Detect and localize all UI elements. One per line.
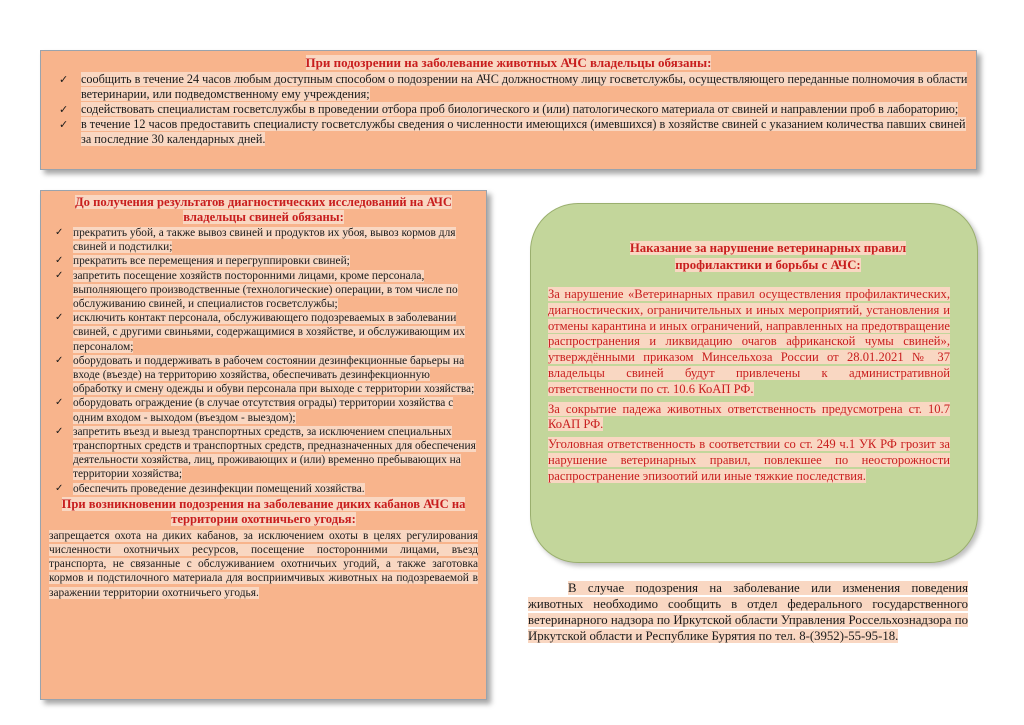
- wild-boar-title: При возникновении подозрения на заболевание диких кабанов АЧС на территории охотничьего угодья:: [61, 496, 466, 526]
- pre-diagnosis-title: До получения результатов диагностических исследований на АЧС владельцы свиней обязаны:: [74, 195, 453, 224]
- checkmark-icon: ✓: [55, 227, 64, 238]
- pre-diagnosis-duties-panel: [40, 190, 487, 700]
- penalties-title: Наказание за нарушение ветеринарных правил профилактики и борьбы с АЧС:: [629, 241, 907, 272]
- checkmark-icon: ✓: [59, 103, 69, 116]
- list-item: ✓ оборудовать и поддерживать в рабочем состоянии дезинфекционные барьеры на входе (въезде) на территорию хозяйства, обеспечивать дезинфекционную обработку и смену одежды и обуви персонала при выходе с территории хозяйства;: [55, 354, 475, 396]
- checkmark-icon: ✓: [55, 354, 64, 366]
- checkmark-icon: ✓: [59, 73, 69, 86]
- report-contact-notice: В случае подозрения на заболевание или изменения поведения животных необходимо сообщить в отдел федерального государственного ветеринарного надзора по Иркутской области Управления Россельхознадзора по Иркутской области и Республике Бурятия по тел. 8-(3952)-55-95-18.: [528, 581, 968, 643]
- checkmark-icon: ✓: [55, 255, 64, 267]
- owner-duties-list: [49, 72, 968, 147]
- list-item: ✓ в течение 12 часов предоставить специалисту госветслужбы сведения о численности имеющихся (имевшихся) в хозяйстве свиней с указанием количества павших свиней за последние 30 календарных дней.: [59, 117, 966, 146]
- hunting-restrictions-text: запрещается охота на диких кабанов, за исключением охоты в целях регулирования численности охотничьих ресурсов, посещение посторонними лицами, въезд транспорта, не связанные с обслуживанием охотничьих угодий, а также заготовка кормов и подстилочного материала для восприимчивых животных на подозреваемой в заражении территории охотничьего угодья.: [49, 529, 478, 599]
- list-item: ✓ сообщить в течение 24 часов любым доступным способом о подозрении на АЧС должностному лицу госветслужбы, осуществляющего переданные полномочия в области ветеринарии, или подведомственному ему учреждения;: [59, 72, 968, 101]
- list-item: ✓ прекратить убой, а также вывоз свиней и продуктов их убоя, вывоз кормов для свиней и подстилки;: [55, 227, 456, 254]
- penalty-admin-paragraph: За нарушение «Ветеринарных правил осуществления профилактических, диагностических, ограничительных и иных мероприятий, установления и отмены карантина и иных ограничений, направленных на предотвращение распространения и ликвидацию очагов африканской чумы свиней», утверждёнными приказом Минсельхоза России от 28.01.2021 № 37 владельцы свиней будут привлечены к административной ответственности по ст. 10.6 КоАП РФ.: [548, 287, 950, 396]
- list-item: ✓ исключить контакт персонала, обслуживающего подозреваемых в заболевании свиней, с другими свиньями, содержащимися в хозяйстве, и обслуживающим их персоналом;: [55, 312, 465, 353]
- list-item: ✓ обеспечить проведение дезинфекции помещений хозяйства.: [55, 482, 365, 495]
- list-item: ✓ прекратить все перемещения и перегруппировки свиней;: [55, 255, 350, 268]
- pre-diagnosis-list: [49, 226, 478, 496]
- list-item: ✓ запретить въезд и выезд транспортных средств, за исключением специальных транспортных средств и транспортных средств, предназначенных для обеспечения деятельности хозяйства, лиц, проживающих и (или) временно пребывающих на территории хозяйства;: [55, 425, 476, 481]
- list-item: ✓ содействовать специалистам госветслужбы в проведении отбора проб биологического и (или) патологического материала от свиней и направлении проб в лабораторию;: [59, 102, 959, 116]
- owner-duties-title: При подозрении на заболевание животных АЧС владельцы обязаны:: [305, 55, 712, 70]
- checkmark-icon: ✓: [55, 312, 64, 324]
- list-item: ✓ запретить посещение хозяйств посторонними лицами, кроме персонала, выполняющего производственные (технологические) операции, в том числе по обслуживанию свиней, и специалистов госветслужбы;: [55, 269, 458, 311]
- checkmark-icon: ✓: [59, 118, 69, 131]
- list-item: ✓ оборудовать ограждение (в случае отсутствия ограды) территории хозяйства с одним входом - выходом (въездом - выездом);: [55, 397, 454, 424]
- checkmark-icon: ✓: [55, 397, 64, 409]
- penalty-criminal-paragraph: Уголовная ответственность в соответствии со ст. 249 ч.1 УК РФ грозит за нарушение ветеринарных правил, повлекшее по неосторожности распространение эпизоотий или иные тяжкие последствия.: [548, 437, 950, 483]
- checkmark-icon: ✓: [55, 269, 64, 281]
- penalty-concealment-paragraph: За сокрытие падежа животных ответственность предусмотрена ст. 10.7 КоАП РФ.: [548, 401, 950, 432]
- checkmark-icon: ✓: [55, 425, 64, 437]
- swine-fever-owner-duties-panel: [40, 50, 977, 170]
- checkmark-icon: ✓: [55, 482, 64, 494]
- penalties-text: [548, 287, 950, 485]
